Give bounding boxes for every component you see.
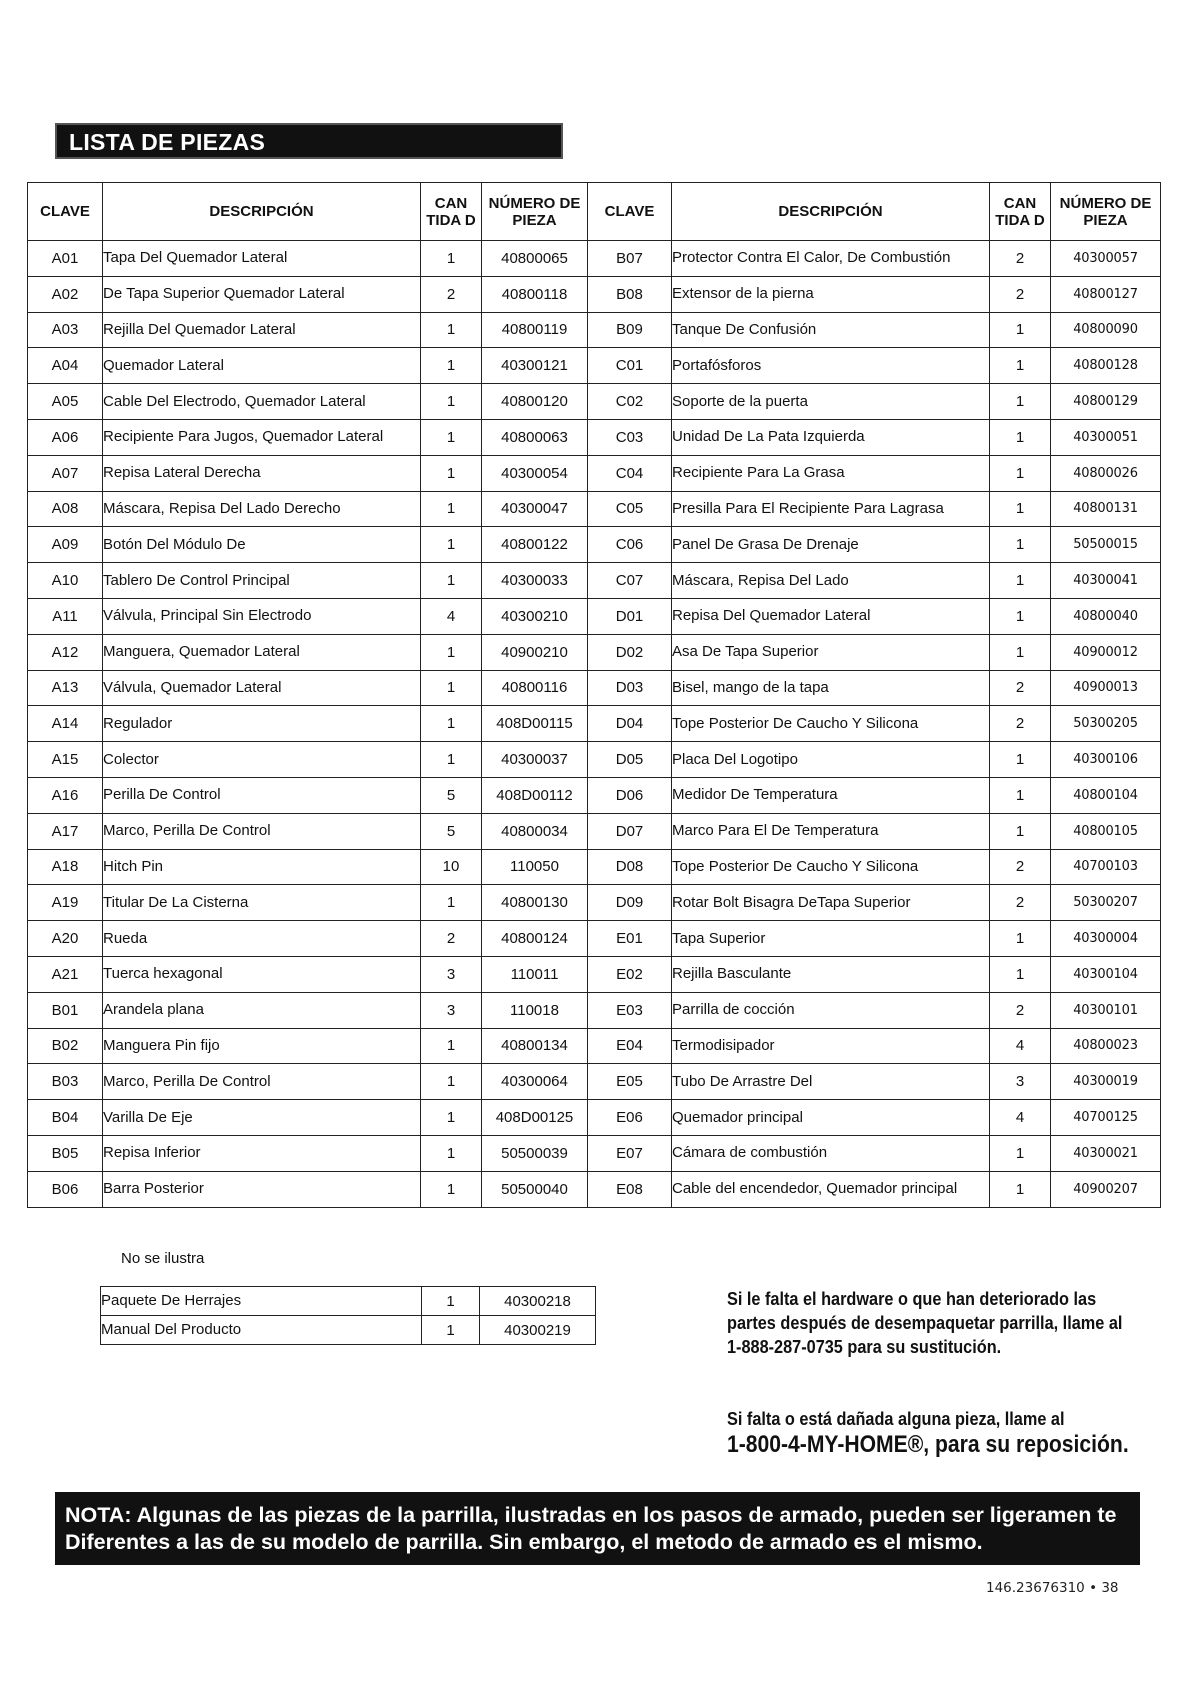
part-quantity: 1 [421,491,482,527]
header-numero-pieza: NÚMERO DE PIEZA [1051,183,1161,241]
part-key: B07 [588,241,672,277]
part-key: A04 [28,348,103,384]
part-number: 40800065 [482,241,588,277]
part-number: 40300218 [480,1287,596,1316]
part-number: 40300057 [1051,241,1161,277]
part-number: 40800131 [1051,491,1161,527]
part-key: B05 [28,1135,103,1171]
table-row [28,1064,1161,1100]
extra-parts-table [100,1286,596,1345]
part-quantity: 3 [421,992,482,1028]
part-number: 40300219 [480,1316,596,1345]
damaged-part-text: Si falta o está dañada alguna pieza, llame al [727,1408,1065,1429]
part-description: Repisa Del Quemador Lateral [672,598,990,634]
part-key: A12 [28,634,103,670]
part-number: 40800026 [1051,455,1161,491]
part-description: Hitch Pin [103,849,421,885]
part-description: Rotar Bolt Bisagra DeTapa Superior [672,885,990,921]
part-quantity: 4 [990,1028,1051,1064]
part-key: A02 [28,276,103,312]
part-quantity: 2 [990,706,1051,742]
part-description: Colector [103,742,421,778]
part-number: 110018 [482,992,588,1028]
part-description: Bisel, mango de la tapa [672,670,990,706]
parts-table [27,182,1161,1208]
part-quantity: 1 [421,1028,482,1064]
table-row [28,956,1161,992]
table-row [28,348,1161,384]
part-description: Tope Posterior De Caucho Y Silicona [672,706,990,742]
part-key: C04 [588,455,672,491]
part-description: Portafósforos [672,348,990,384]
part-key: A20 [28,921,103,957]
part-description: Marco Para El De Temperatura [672,813,990,849]
header-descripcion: DESCRIPCIÓN [672,183,990,241]
table-row [28,1135,1161,1171]
part-number: 40800130 [482,885,588,921]
part-number: 40800090 [1051,312,1161,348]
part-description: Válvula, Principal Sin Electrodo [103,598,421,634]
part-key: C02 [588,384,672,420]
table-row [101,1287,596,1316]
table-header-row [28,183,1161,241]
part-number: 40800119 [482,312,588,348]
part-description: Tope Posterior De Caucho Y Silicona [672,849,990,885]
part-key: E03 [588,992,672,1028]
part-description: Regulador [103,706,421,742]
part-description: Parrilla de cocción [672,992,990,1028]
part-quantity: 1 [990,742,1051,778]
part-key: B03 [28,1064,103,1100]
part-number: 40800122 [482,527,588,563]
part-description: Botón Del Módulo De [103,527,421,563]
part-number: 40900207 [1051,1171,1161,1207]
part-quantity: 1 [422,1287,480,1316]
part-key: C07 [588,563,672,599]
part-key: A09 [28,527,103,563]
part-description: Placa Del Logotipo [672,742,990,778]
part-quantity: 1 [421,419,482,455]
part-number: 110011 [482,956,588,992]
part-key: D03 [588,670,672,706]
part-key: B01 [28,992,103,1028]
part-quantity: 1 [421,1171,482,1207]
part-description: Perilla De Control [103,777,421,813]
part-description: Manguera, Quemador Lateral [103,634,421,670]
part-quantity: 1 [990,419,1051,455]
table-row [28,1028,1161,1064]
part-quantity: 1 [421,670,482,706]
part-quantity: 1 [421,455,482,491]
part-key: A13 [28,670,103,706]
part-key: A03 [28,312,103,348]
part-quantity: 1 [421,634,482,670]
part-quantity: 1 [421,384,482,420]
part-number: 40800118 [482,276,588,312]
damaged-part-phone: 1-800-4-MY-HOME®, para su reposición. [727,1431,1129,1458]
part-description: Tapa Superior [672,921,990,957]
part-description: Asa De Tapa Superior [672,634,990,670]
part-number: 40700125 [1051,1100,1161,1136]
part-quantity: 3 [990,1064,1051,1100]
part-quantity: 1 [421,348,482,384]
table-row [28,634,1161,670]
part-number: 40800040 [1051,598,1161,634]
damaged-part-notice [727,1406,1141,1458]
part-number: 50500040 [482,1171,588,1207]
part-description: Recipiente Para Jugos, Quemador Lateral [103,419,421,455]
part-key: A05 [28,384,103,420]
part-description: Marco, Perilla De Control [103,813,421,849]
part-quantity: 1 [421,1064,482,1100]
part-key: E02 [588,956,672,992]
part-number: 50300205 [1051,706,1161,742]
part-description: Repisa Inferior [103,1135,421,1171]
part-key: A07 [28,455,103,491]
part-number: 40900012 [1051,634,1161,670]
part-quantity: 1 [421,527,482,563]
part-key: D08 [588,849,672,885]
part-description: Tubo De Arrastre Del [672,1064,990,1100]
part-description: Paquete De Herrajes [101,1287,422,1316]
part-quantity: 1 [990,1135,1051,1171]
part-quantity: 2 [990,670,1051,706]
part-number: 40800129 [1051,384,1161,420]
part-key: C01 [588,348,672,384]
part-description: Titular De La Cisterna [103,885,421,921]
part-key: A08 [28,491,103,527]
part-description: Cable del encendedor, Quemador principal [672,1171,990,1207]
table-row [28,312,1161,348]
part-key: E01 [588,921,672,957]
part-description: Rueda [103,921,421,957]
part-quantity: 1 [421,241,482,277]
part-description: Máscara, Repisa Del Lado Derecho [103,491,421,527]
part-number: 40300037 [482,742,588,778]
part-key: A19 [28,885,103,921]
part-number: 40300019 [1051,1064,1161,1100]
table-row [28,563,1161,599]
table-row [28,241,1161,277]
part-quantity: 1 [421,1100,482,1136]
part-quantity: 5 [421,813,482,849]
part-description: Quemador principal [672,1100,990,1136]
part-quantity: 1 [421,706,482,742]
part-description: Extensor de la pierna [672,276,990,312]
header-cantidad: CAN TIDA D [421,183,482,241]
part-quantity: 1 [990,384,1051,420]
part-description: Cable Del Electrodo, Quemador Lateral [103,384,421,420]
part-key: B06 [28,1171,103,1207]
part-quantity: 2 [990,276,1051,312]
part-description: Protector Contra El Calor, De Combustión [672,241,990,277]
part-quantity: 1 [990,634,1051,670]
part-quantity: 1 [990,455,1051,491]
part-key: A11 [28,598,103,634]
part-number: 40700103 [1051,849,1161,885]
part-key: B08 [588,276,672,312]
part-number: 40900210 [482,634,588,670]
part-number: 40300054 [482,455,588,491]
part-quantity: 2 [421,921,482,957]
part-number: 40300041 [1051,563,1161,599]
header-clave: CLAVE [28,183,103,241]
table-row [28,455,1161,491]
part-key: A21 [28,956,103,992]
part-number: 40800127 [1051,276,1161,312]
part-quantity: 2 [990,992,1051,1028]
table-row [28,849,1161,885]
part-key: D05 [588,742,672,778]
part-quantity: 1 [990,348,1051,384]
part-description: Unidad De La Pata Izquierda [672,419,990,455]
part-quantity: 5 [421,777,482,813]
part-number: 40300121 [482,348,588,384]
part-quantity: 2 [990,849,1051,885]
part-key: A10 [28,563,103,599]
part-key: A17 [28,813,103,849]
header-numero-pieza: NÚMERO DE PIEZA [482,183,588,241]
part-description: Manguera Pin fijo [103,1028,421,1064]
part-number: 40300210 [482,598,588,634]
part-number: 40900013 [1051,670,1161,706]
part-description: Panel De Grasa De Drenaje [672,527,990,563]
table-row [28,777,1161,813]
part-quantity: 1 [990,1171,1051,1207]
part-key: C05 [588,491,672,527]
part-key: A18 [28,849,103,885]
table-row [28,527,1161,563]
part-description: Tuerca hexagonal [103,956,421,992]
part-description: Tanque De Confusión [672,312,990,348]
part-number: 40800104 [1051,777,1161,813]
part-number: 40800105 [1051,813,1161,849]
part-number: 110050 [482,849,588,885]
table-row [28,598,1161,634]
part-quantity: 1 [421,563,482,599]
table-row [28,491,1161,527]
part-quantity: 1 [990,563,1051,599]
part-key: E06 [588,1100,672,1136]
part-description: Tablero De Control Principal [103,563,421,599]
part-number: 40300106 [1051,742,1161,778]
part-description: Varilla De Eje [103,1100,421,1136]
part-quantity: 1 [990,312,1051,348]
part-quantity: 1 [990,777,1051,813]
part-number: 50300207 [1051,885,1161,921]
part-quantity: 1 [421,885,482,921]
part-key: A16 [28,777,103,813]
part-description: Recipiente Para La Grasa [672,455,990,491]
part-number: 40300104 [1051,956,1161,992]
part-description: Barra Posterior [103,1171,421,1207]
part-quantity: 1 [990,491,1051,527]
part-number: 40800128 [1051,348,1161,384]
part-description: Repisa Lateral Derecha [103,455,421,491]
part-quantity: 1 [422,1316,480,1345]
part-number: 40300064 [482,1064,588,1100]
part-number: 40300004 [1051,921,1161,957]
part-key: D04 [588,706,672,742]
part-number: 408D00115 [482,706,588,742]
part-number: 50500039 [482,1135,588,1171]
part-number: 50500015 [1051,527,1161,563]
page-footer: 146.23676310 • 38 [986,1580,1119,1596]
part-quantity: 10 [421,849,482,885]
part-description: Cámara de combustión [672,1135,990,1171]
page-title: LISTA DE PIEZAS [55,123,563,159]
table-row [28,419,1161,455]
part-description: Válvula, Quemador Lateral [103,670,421,706]
part-description: Quemador Lateral [103,348,421,384]
part-key: B09 [588,312,672,348]
part-description: Marco, Perilla De Control [103,1064,421,1100]
table-row [28,1100,1161,1136]
part-key: C03 [588,419,672,455]
table-row [28,742,1161,778]
part-number: 40300101 [1051,992,1161,1028]
part-description: Termodisipador [672,1028,990,1064]
part-description: De Tapa Superior Quemador Lateral [103,276,421,312]
part-quantity: 1 [990,598,1051,634]
part-key: B04 [28,1100,103,1136]
part-number: 40800124 [482,921,588,957]
missing-hardware-notice: Si le falta el hardware o que han deteriorado las partes después de desempaquetar parrilla, llame al 1-888-287-0735 para su sustitución. [727,1288,1123,1357]
part-description: Manual Del Producto [101,1316,422,1345]
part-key: D02 [588,634,672,670]
part-quantity: 2 [990,241,1051,277]
part-quantity: 2 [421,276,482,312]
part-quantity: 1 [990,813,1051,849]
part-key: D07 [588,813,672,849]
part-description: Arandela plana [103,992,421,1028]
part-number: 40800116 [482,670,588,706]
part-quantity: 1 [421,312,482,348]
part-quantity: 1 [421,1135,482,1171]
part-key: A06 [28,419,103,455]
table-row [28,384,1161,420]
table-row [28,706,1161,742]
part-description: Rejilla Del Quemador Lateral [103,312,421,348]
part-key: B02 [28,1028,103,1064]
part-key: E04 [588,1028,672,1064]
header-cantidad: CAN TIDA D [990,183,1051,241]
part-key: D09 [588,885,672,921]
part-key: E07 [588,1135,672,1171]
part-number: 40300033 [482,563,588,599]
part-description: Medidor De Temperatura [672,777,990,813]
header-clave: CLAVE [588,183,672,241]
header-descripcion: DESCRIPCIÓN [103,183,421,241]
table-row [28,885,1161,921]
part-key: A15 [28,742,103,778]
part-quantity: 1 [990,527,1051,563]
table-row [28,670,1161,706]
part-description: Soporte de la puerta [672,384,990,420]
table-row [28,1171,1161,1207]
part-number: 40800023 [1051,1028,1161,1064]
table-row [28,992,1161,1028]
part-key: D06 [588,777,672,813]
not-shown-label: No se ilustra [121,1250,205,1267]
part-quantity: 4 [421,598,482,634]
part-number: 40300051 [1051,419,1161,455]
part-number: 40800063 [482,419,588,455]
part-key: E08 [588,1171,672,1207]
part-quantity: 3 [421,956,482,992]
part-description: Tapa Del Quemador Lateral [103,241,421,277]
part-number: 40800120 [482,384,588,420]
part-number: 40300021 [1051,1135,1161,1171]
part-description: Rejilla Basculante [672,956,990,992]
part-description: Presilla Para El Recipiente Para Lagrasa [672,491,990,527]
table-row [28,813,1161,849]
part-key: A14 [28,706,103,742]
part-key: E05 [588,1064,672,1100]
part-quantity: 2 [990,885,1051,921]
assembly-note: NOTA: Algunas de las piezas de la parrilla, ilustradas en los pasos de armado, pueden ser ligeramen te Diferentes a las de su modelo de parrilla. Sin embargo, el metodo de armado es el mismo. [55,1492,1140,1565]
table-row [101,1316,596,1345]
part-key: A01 [28,241,103,277]
part-quantity: 4 [990,1100,1051,1136]
part-quantity: 1 [990,956,1051,992]
part-quantity: 1 [990,921,1051,957]
part-quantity: 1 [421,742,482,778]
part-description: Máscara, Repisa Del Lado [672,563,990,599]
part-key: C06 [588,527,672,563]
part-number: 408D00125 [482,1100,588,1136]
part-number: 408D00112 [482,777,588,813]
table-row [28,921,1161,957]
part-number: 40300047 [482,491,588,527]
table-row [28,276,1161,312]
part-number: 40800134 [482,1028,588,1064]
part-key: D01 [588,598,672,634]
part-number: 40800034 [482,813,588,849]
